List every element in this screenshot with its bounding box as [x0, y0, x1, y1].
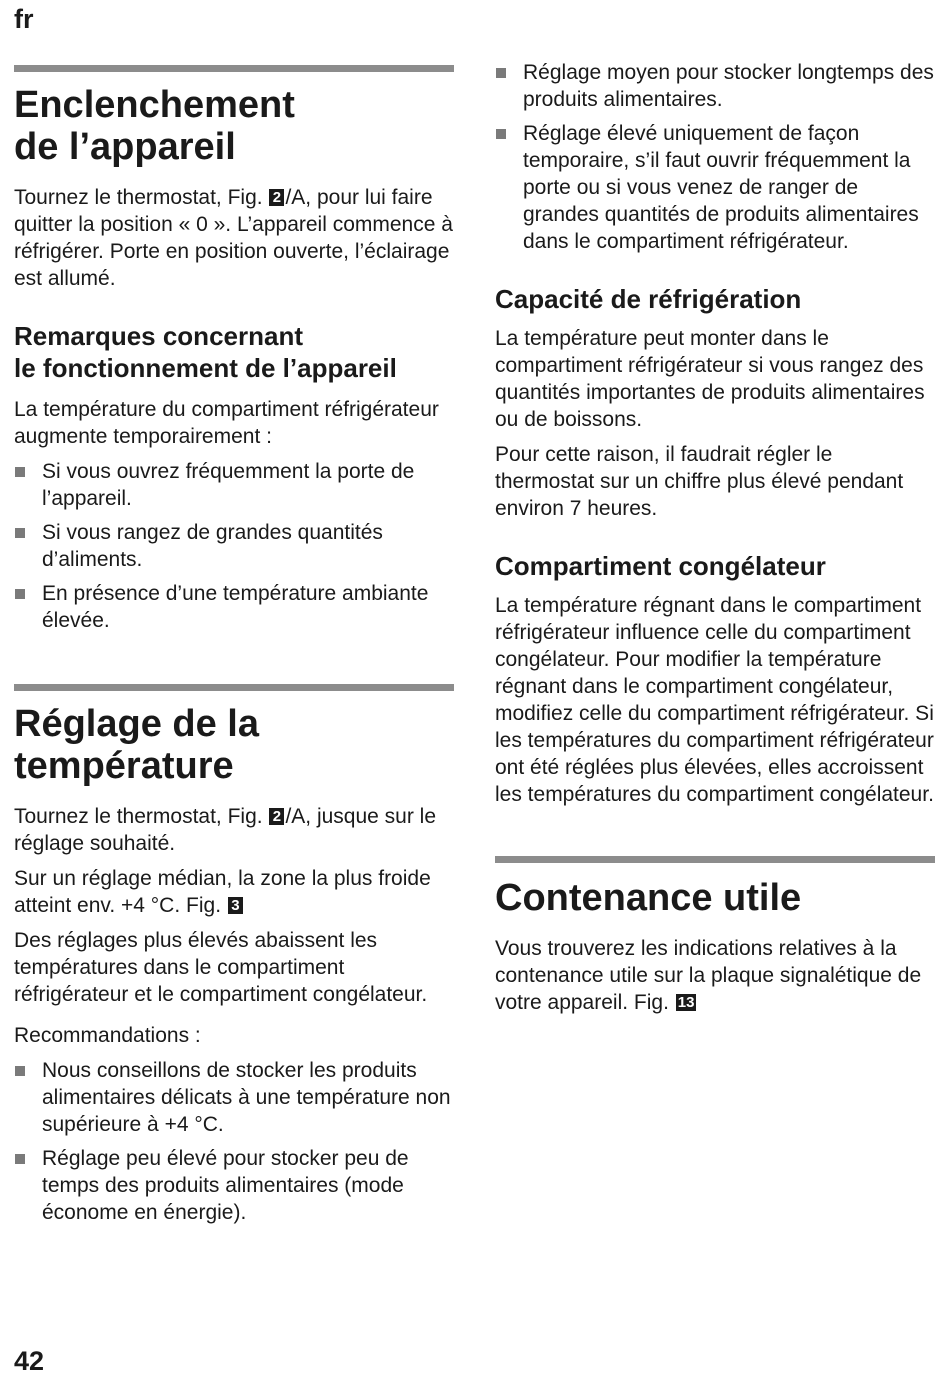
square-bullet-icon: [15, 1066, 25, 1076]
bullet-list-recommandations: [14, 1057, 454, 1226]
page-number: 42: [14, 1346, 45, 1376]
heading-line-1: Remarques concernant: [14, 321, 303, 351]
heading-line-1: Enclenchement: [14, 84, 295, 126]
section-rule: [14, 65, 454, 72]
paragraph-remarques-intro: La température du compartiment réfrigérateur augmente temporairement :: [14, 398, 439, 448]
paragraph-reglage-3: Des réglages plus élevés abaissent les températures dans le compartiment réfrigérateur et le compartiment congélateur.: [14, 929, 428, 1006]
bullet-list-recommandations-cont: [495, 59, 935, 255]
left-column: [14, 0, 454, 1226]
heading-line-2: température: [14, 745, 234, 787]
text-run: /A, jusque sur le réglage souhaité.: [14, 805, 437, 855]
paragraph-reglage-2: [14, 865, 454, 919]
text-run: /A, pour lui faire quitter la position « 0 ». L’appareil commence à réfrigérer. Porte en position ouverte, l’éclairage est allumé.: [14, 186, 453, 290]
list-item-text: Si vous ouvrez fréquemment la porte de l’appareil.: [42, 460, 415, 510]
list-item: [495, 59, 935, 113]
bullet-list-remarques: [14, 458, 454, 634]
list-item-text: En présence d’une température ambiante élevée.: [42, 582, 429, 632]
square-bullet-icon: [15, 528, 25, 538]
list-item-text: Si vous rangez de grandes quantités d’aliments.: [42, 521, 383, 571]
square-bullet-icon: [496, 68, 506, 78]
list-item-text: Réglage peu élevé pour stocker peu de temps des produits alimentaires (mode économe en énergie).: [42, 1147, 409, 1224]
list-item-text: Réglage élevé uniquement de façon temporaire, s’il faut ouvrir fréquemment la porte ou si vous venez de ranger de grandes quantités de produits alimentaires dans le compartiment réfrigérateur.: [523, 122, 919, 253]
paragraph-capacite-1: La température peut monter dans le compartiment réfrigérateur si vous rangez des quantités importantes de produits alimentaires ou de boissons.: [495, 327, 925, 431]
list-item: [14, 580, 454, 634]
list-item: [495, 120, 935, 255]
heading-line-1: Réglage de la: [14, 703, 259, 745]
paragraph-congelateur: La température régnant dans le compartiment réfrigérateur influence celle du compartiment congélateur. Pour modifier la température régnant dans le compartiment congélateur, modifiez celle du compartiment réfrigérateur. Si les températures du compartiment réfrigérateur ont été réglées plus élevées, elles accroissent les températures du compartiment congélateur.: [495, 594, 934, 806]
section-rule: [14, 684, 454, 691]
heading-contenance: Contenance utile: [495, 877, 802, 919]
list-item-text: Réglage moyen pour stocker longtemps des produits alimentaires.: [523, 61, 934, 111]
text-run: Tournez le thermostat, Fig.: [14, 186, 269, 209]
heading-congelateur: Compartiment congélateur: [495, 551, 826, 581]
right-column: [495, 0, 935, 1016]
text-run: Tournez le thermostat, Fig.: [14, 805, 269, 828]
figure-ref-badge: 3: [228, 897, 243, 914]
list-item-text: Nous conseillons de stocker les produits alimentaires délicats à une température non supérieure à +4 °C.: [42, 1059, 451, 1136]
list-item: [14, 519, 454, 573]
square-bullet-icon: [15, 589, 25, 599]
paragraph-reglage-1: [14, 803, 454, 857]
heading-line-2: de l’appareil: [14, 126, 236, 168]
list-item: [14, 458, 454, 512]
square-bullet-icon: [15, 467, 25, 477]
text-run: Vous trouverez les indications relatives à la contenance utile sur la plaque signalétique de votre appareil. Fig.: [495, 937, 922, 1014]
section-rule: [495, 856, 935, 863]
text-run: Sur un réglage médian, la zone la plus froide atteint env. +4 °C. Fig.: [14, 867, 431, 917]
heading-line-2: le fonctionnement de l’appareil: [14, 353, 397, 383]
square-bullet-icon: [15, 1154, 25, 1164]
square-bullet-icon: [496, 129, 506, 139]
language-label: fr: [14, 4, 34, 34]
figure-ref-badge: 2: [269, 808, 284, 825]
figure-ref-badge: 2: [269, 189, 284, 206]
heading-capacite: Capacité de réfrigération: [495, 284, 802, 314]
paragraph-recommandations: Recommandations :: [14, 1024, 201, 1047]
list-item: [14, 1145, 454, 1226]
paragraph-contenance: [495, 935, 935, 1016]
figure-ref-badge: 13: [677, 994, 695, 1011]
heading-enclenchement: [14, 84, 454, 168]
paragraph-enclenchement: [14, 184, 454, 292]
paragraph-capacite-2: Pour cette raison, il faudrait régler le thermostat sur un chiffre plus élevé pendant environ 7 heures.: [495, 443, 904, 520]
heading-reglage: [14, 703, 454, 787]
list-item: [14, 1057, 454, 1138]
heading-remarques: [14, 320, 454, 384]
